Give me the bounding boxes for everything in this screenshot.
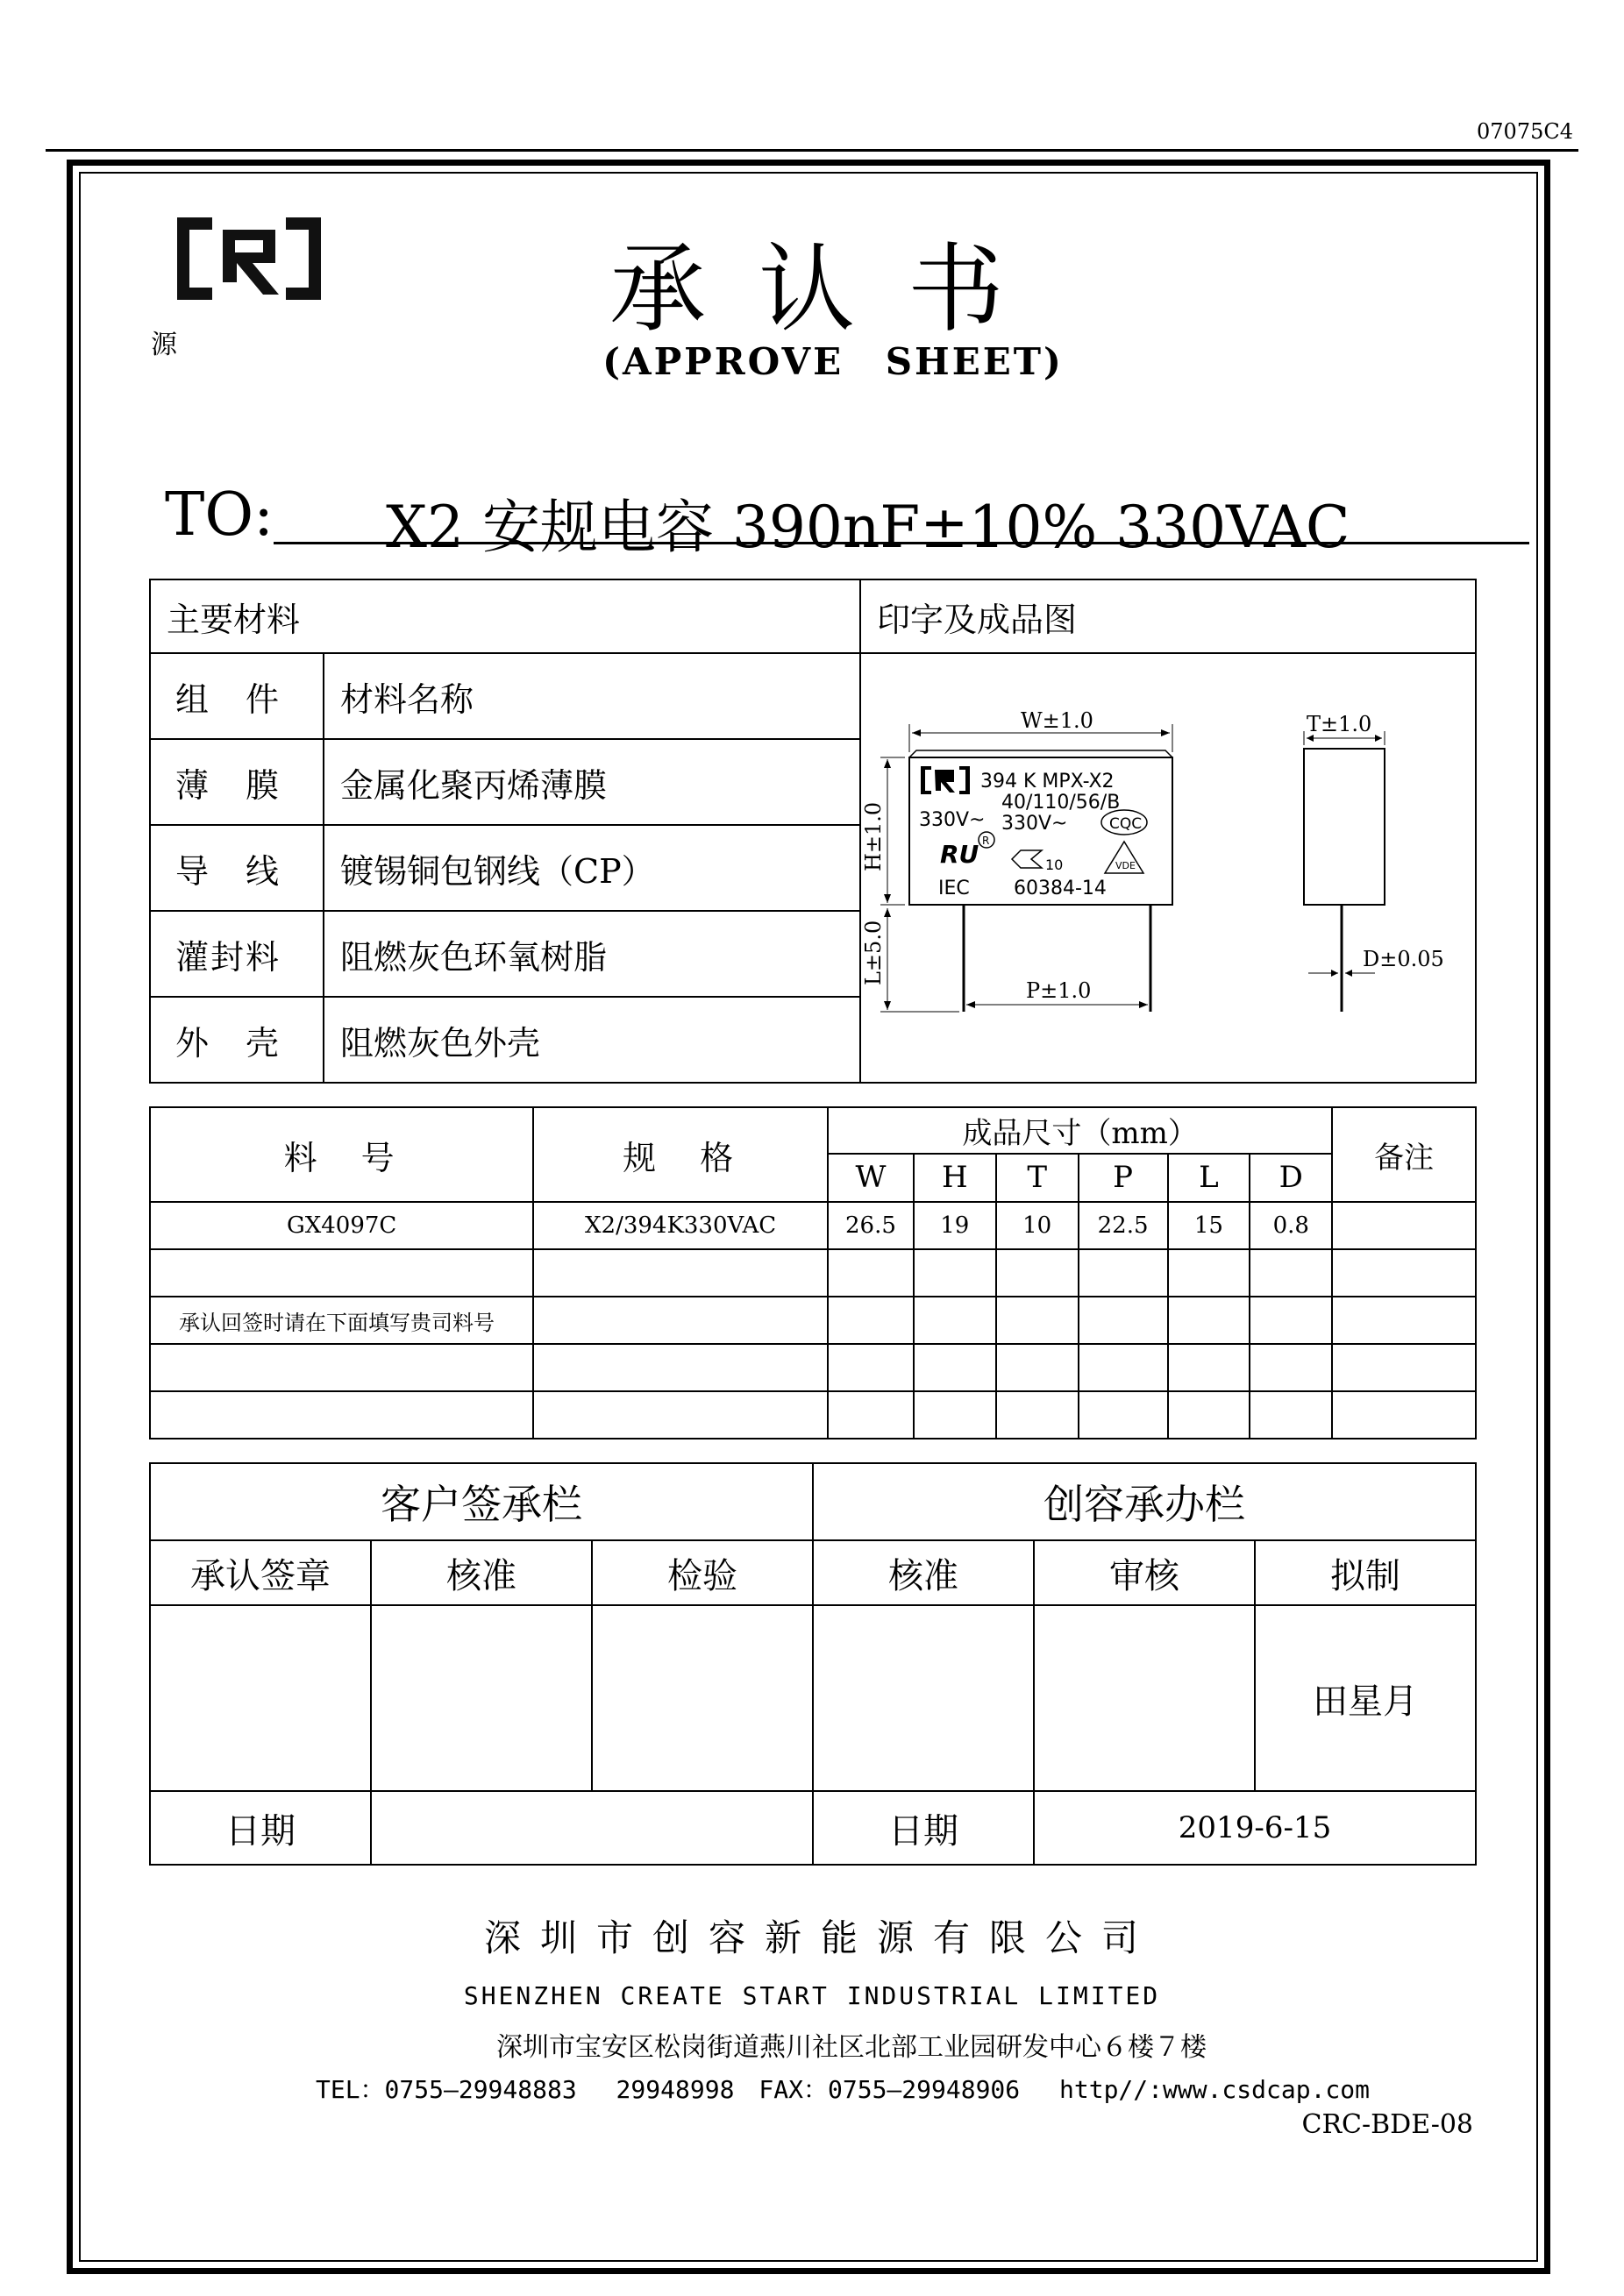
marking-10: 10 [1045, 857, 1064, 873]
capacitor-side-view [1304, 749, 1385, 905]
material-part: 薄 膜 [150, 739, 324, 825]
materials-table [149, 579, 1477, 1084]
dim-p-label: P±1.0 [1026, 978, 1092, 1003]
company-address: 深圳市宝安区松岗街道燕川社区北部工业园研发中心６楼７楼 [496, 2032, 1207, 2063]
table-row [150, 1297, 1476, 1344]
date-label-customer: 日期 [150, 1791, 371, 1865]
marking-reg: R [982, 835, 990, 847]
spec-col-note: 备注 [1332, 1107, 1476, 1202]
page-subtitle: (APPROVE SHEET) [602, 340, 1064, 383]
dim-col-w: W [828, 1154, 914, 1202]
material-part: 组 件 [150, 653, 324, 739]
dim-t-value: 10 [996, 1202, 1079, 1249]
dim-col-t: T [996, 1154, 1079, 1202]
dim-col-p: P [1079, 1154, 1168, 1202]
col-company-approve: 核准 [813, 1540, 1034, 1605]
material-part: 外 壳 [150, 997, 324, 1083]
table-row [150, 1202, 1476, 1249]
to-value: X2 安规电容 390nF±10% 330VAC [386, 494, 1350, 561]
approval-seal-field[interactable] [150, 1605, 371, 1791]
col-company-draft: 拟制 [1255, 1540, 1476, 1605]
marking-voltage-right: 330V~ [1001, 813, 1068, 835]
marking-vde: VDE [1115, 860, 1136, 871]
form-code: CRC-BDE-08 [1301, 2109, 1473, 2140]
dim-p-value: 22.5 [1079, 1202, 1168, 1249]
dim-d-value: 0.8 [1250, 1202, 1332, 1249]
dim-d-label: D±0.05 [1363, 947, 1444, 971]
customer-part-field[interactable] [150, 1344, 533, 1391]
spec-note [1332, 1202, 1476, 1249]
spec-col-spec: 规 格 [533, 1107, 828, 1202]
customer-inspect-field[interactable] [592, 1605, 813, 1791]
marking-voltage-left: 330V~ [919, 809, 986, 831]
spec-col-part: 料 号 [150, 1107, 533, 1202]
dim-col-d: D [1250, 1154, 1332, 1202]
company-date-value: 2019-6-15 [1034, 1791, 1476, 1865]
marking-iec: IEC [938, 878, 970, 899]
customer-part-note: 承认回签时请在下面填写贵司料号 [150, 1297, 533, 1344]
company-approve-field[interactable] [813, 1605, 1034, 1791]
date-label-company: 日期 [813, 1791, 1034, 1865]
company-sign-title: 创容承办栏 [813, 1463, 1476, 1540]
material-part: 导 线 [150, 825, 324, 911]
company-contact: TEL：0755—29948883 29948998 FAX：0755—29948906 http//:www.csdcap.com [315, 2075, 1371, 2104]
material-name: 材料名称 [324, 653, 860, 739]
material-name: 阻燃灰色外壳 [324, 997, 860, 1083]
marking-line2: 40/110/56/B [1001, 792, 1121, 814]
drawing-header: 印字及成品图 [860, 579, 1476, 653]
product-drawing [861, 654, 1475, 1075]
customer-approve-field[interactable] [371, 1605, 592, 1791]
col-customer-approve: 核准 [371, 1540, 592, 1605]
dim-l-label: L±5.0 [861, 920, 886, 985]
dim-t-label: T±1.0 [1307, 712, 1372, 736]
material-part: 灌封料 [150, 911, 324, 997]
product-drawing-cell [860, 653, 1476, 1083]
company-name-cn: 深圳市创容新能源有限公司 [483, 1916, 1157, 1959]
customer-part-field[interactable] [150, 1391, 533, 1439]
dim-w-value: 26.5 [828, 1202, 914, 1249]
dim-l-value: 15 [1168, 1202, 1250, 1249]
table-row [150, 1391, 1476, 1439]
to-label: TO: [165, 480, 274, 550]
signature-table [149, 1462, 1477, 1866]
col-company-review: 审核 [1034, 1540, 1255, 1605]
dim-w-label: W±1.0 [1021, 708, 1093, 733]
drafter-name: 田星月 [1255, 1605, 1476, 1791]
material-name: 金属化聚丙烯薄膜 [324, 739, 860, 825]
materials-header: 主要材料 [150, 579, 860, 653]
spec-part-number: GX4097C [150, 1202, 533, 1249]
marking-line1: 394 K MPX-X2 [980, 771, 1115, 793]
to-underline [274, 542, 1529, 544]
marking-cqc: CQC [1109, 815, 1143, 833]
customer-date-field[interactable] [371, 1791, 813, 1865]
dim-h-label: H±1.0 [861, 801, 886, 871]
material-name: 阻燃灰色环氧树脂 [324, 911, 860, 997]
dim-h-value: 19 [914, 1202, 996, 1249]
top-rule [46, 149, 1578, 152]
page-title: 承认书 [609, 233, 1057, 345]
table-row [150, 1344, 1476, 1391]
dim-col-l: L [1168, 1154, 1250, 1202]
ul-icon: RU [940, 840, 979, 869]
marking-std: 60384-14 [1014, 878, 1107, 899]
spec-col-dims: 成品尺寸（mm） [828, 1107, 1332, 1154]
logo-caption: 源 [151, 330, 177, 360]
company-name-en: SHENZHEN CREATE START INDUSTRIAL LIMITED [463, 1981, 1161, 2010]
spec-value: X2/394K330VAC [533, 1202, 828, 1249]
col-approval-seal: 承认签章 [150, 1540, 371, 1605]
dim-col-h: H [914, 1154, 996, 1202]
material-name: 镀锡铜包钢线（CP） [324, 825, 860, 911]
table-row [150, 1249, 1476, 1297]
spec-table [149, 1106, 1477, 1439]
company-logo [172, 210, 326, 307]
document-code: 07075C4 [1477, 119, 1573, 144]
company-review-field[interactable] [1034, 1605, 1255, 1791]
col-customer-inspect: 检验 [592, 1540, 813, 1605]
customer-sign-title: 客户签承栏 [150, 1463, 813, 1540]
